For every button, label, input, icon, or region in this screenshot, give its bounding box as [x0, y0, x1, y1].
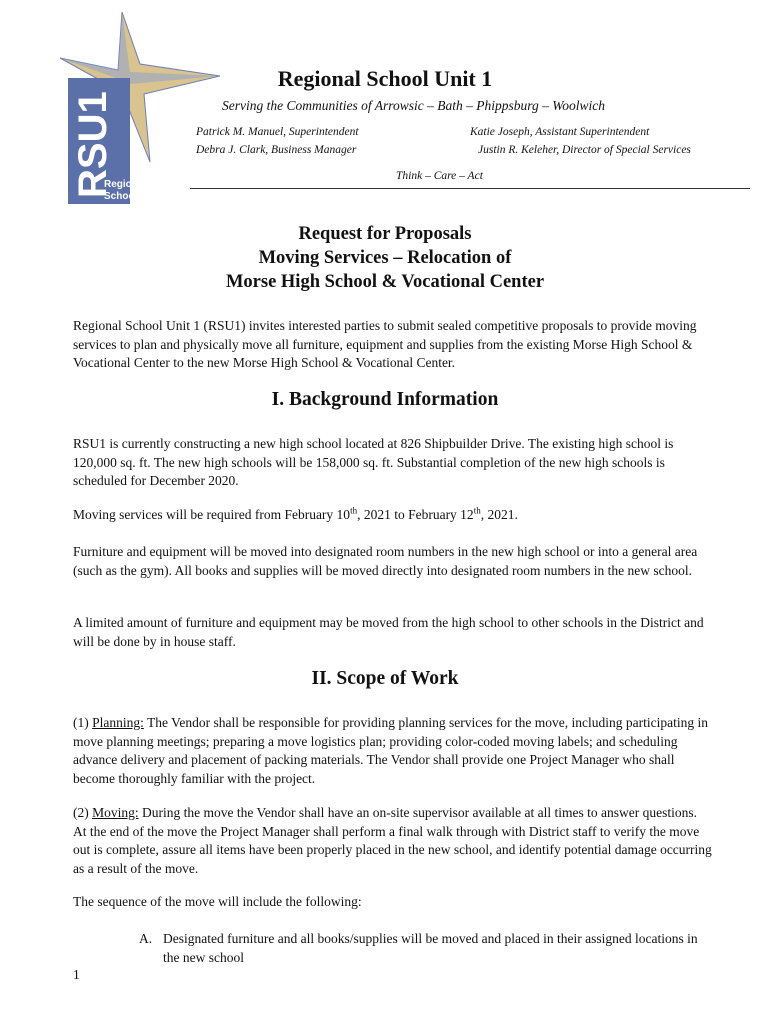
rsu1-logo: [60, 12, 220, 208]
header-divider: [190, 188, 750, 189]
superintendent: Patrick M. Manuel, Superintendent: [196, 126, 359, 138]
intro-paragraph: Regional School Unit 1 (RSU1) invites interested parties to submit sealed competitive proposals to provide moving services to plan and physically move all furniture, equipment and supplies from the existing Morse High School & Vocational Center to the new Morse High School & Vocational Center.: [73, 318, 697, 370]
logo-caption-line1: Regional: [104, 179, 147, 190]
assistant-superintendent: Katie Joseph, Assistant Superintendent: [470, 126, 650, 138]
rfp-title-line3: Morse High School & Vocational Center: [225, 272, 545, 292]
page-number: 1: [73, 967, 80, 982]
logo-rsu1-text: RSU1: [71, 91, 115, 198]
motto: Think – Care – Act: [396, 170, 483, 182]
planning-label: Planning:: [92, 715, 144, 730]
background-paragraph-2: Moving services will be required from February 10th, 2021 to February 12th, 2021.: [73, 505, 518, 522]
rfp-title: [0, 222, 770, 294]
scope-heading: II. Scope of Work: [311, 668, 459, 689]
list-text: Designated furniture and all books/supplies will be moved and placed in their assigned locations in the new school: [163, 931, 698, 965]
business-manager: Debra J. Clark, Business Manager: [196, 144, 357, 156]
logo-caption-line2: School Unit: [104, 191, 160, 202]
planning-paragraph: (1) Planning: The Vendor shall be responsible for providing planning services for the move, including participating in move planning meetings; preparing a move logistics plan; providing color-coded moving labels; and scheduling advance delivery and placement of packing materials. The Vendor shall provide one Project Manager who shall become thoroughly familiar with the project.: [73, 715, 709, 786]
staff-right: [470, 123, 691, 159]
moving-label: Moving:: [92, 805, 139, 820]
org-name: Regional School Unit 1: [277, 66, 493, 91]
rfp-title-line2: Moving Services – Relocation of: [258, 248, 512, 268]
background-paragraph-4: A limited amount of furniture and equipment may be moved from the high school to other schools in the District and will be done by in house staff.: [73, 615, 704, 649]
background-paragraph-3: Furniture and equipment will be moved into designated room numbers in the new high school or into a general area (such as the gym). All books and supplies will be moved directly into designated room numbers in the new school.: [73, 544, 698, 578]
tagline: Serving the Communities of Arrowsic – Bath – Phippsburg – Woolwich: [222, 98, 605, 113]
background-paragraph-1: RSU1 is currently constructing a new high school located at 826 Shipbuilder Drive. The existing high school is 120,000 sq. ft. The new high schools will be 158,000 sq. ft. Substantial completion of the new high schools is scheduled for December 2020.: [73, 436, 674, 488]
special-services-director: Justin R. Keleher, Director of Special Services: [478, 144, 691, 156]
sequence-intro: The sequence of the move will include the following:: [73, 894, 362, 909]
background-heading: I. Background Information: [271, 389, 499, 410]
rfp-title-line1: Request for Proposals: [298, 224, 472, 244]
list-marker: A.: [139, 931, 153, 946]
moving-paragraph: (2) Moving: During the move the Vendor shall have an on-site supervisor available at all times to answer questions. At the end of the move the Project Manager shall perform a final walk through with District staff to verify the move out is complete, assure all items have been properly placed in the new school, and identify potential damage occurring as a result of the move.: [73, 805, 712, 876]
staff-left: [196, 123, 359, 159]
